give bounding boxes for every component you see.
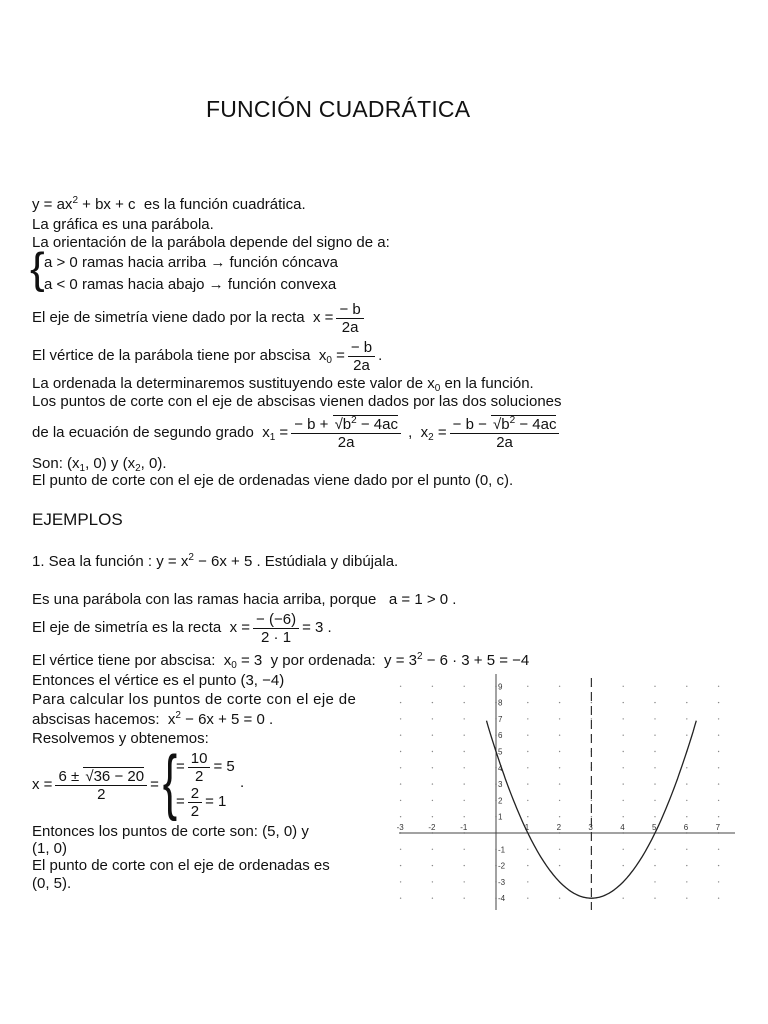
- x-tick-label: 5: [652, 823, 657, 832]
- quadratic-solutions-line: de la ecuación de segundo grado $x_1$ = $\frac{- b + √b^2 - 4ac}{2a}$ , $x_2$ = $\frac{- b - √b^2 - 4ac}{2a}$: [32, 414, 562, 452]
- example-vertex-line: El vértice tiene por abscisa: $x_0 = 3$ y por ordenada: $y = 3^2 - 6 \cdot 3 + 5 = -4$: [32, 651, 530, 671]
- x-tick-label: 6: [683, 823, 689, 832]
- grid-dot: [654, 767, 655, 768]
- grid-dot: [432, 735, 433, 736]
- grid-dot: [623, 816, 624, 817]
- solutions-points-line: Son: ($x_1$, 0) y ($x_2$, 0).: [32, 455, 167, 474]
- grid-dot: [718, 800, 719, 801]
- grid-dot: [559, 767, 560, 768]
- grid-dot: [464, 865, 465, 866]
- y-tick-label: -1: [498, 845, 506, 855]
- grid-dot: [623, 898, 624, 899]
- grid-dot: [527, 816, 528, 817]
- y-tick-label: 2: [498, 796, 503, 806]
- grid-dot: [432, 881, 433, 882]
- orientation-line: La orientación de la parábola depende del signo de a:: [32, 234, 390, 251]
- grid-dot: [686, 767, 687, 768]
- example-1-statement: 1. Sea la función : $y = x^2 - 6x + 5$ . Estúdiala y dibújala.: [32, 552, 399, 570]
- solution-end: .: [240, 774, 245, 791]
- grid-dot: [654, 751, 655, 752]
- grid-dot: [623, 686, 624, 687]
- grid-dot: [527, 767, 528, 768]
- y-tick-label: -3: [498, 877, 506, 887]
- grid-dot: [559, 718, 560, 719]
- grid-dot: [400, 783, 401, 784]
- ordinate-line: La ordenada la determinaremos sustituyendo este valor de $x_0$ en la función.: [32, 375, 534, 394]
- x-tick-label: -2: [428, 823, 436, 832]
- y-tick-label: 7: [498, 714, 503, 724]
- grid-dot: [527, 898, 528, 899]
- grid-dot: [400, 898, 401, 899]
- grid-dot: [654, 865, 655, 866]
- grid-dot: [527, 686, 528, 687]
- page-title: FUNCIÓN CUADRÁTICA: [206, 96, 471, 122]
- grid-dot: [559, 849, 560, 850]
- grid-dot: [432, 849, 433, 850]
- x-tick-label: 4: [620, 823, 625, 832]
- grid-dot: [686, 816, 687, 817]
- grid-dot: [527, 702, 528, 703]
- grid-dot: [432, 702, 433, 703]
- grid-dot: [559, 783, 560, 784]
- grid-dot: [400, 881, 401, 882]
- grid-dot: [527, 800, 528, 801]
- grid-dot: [591, 702, 592, 703]
- x-tick-label: 2: [556, 823, 562, 832]
- y-tick-label: 5: [498, 747, 503, 757]
- grid-dot: [654, 702, 655, 703]
- grid-dot: [559, 686, 560, 687]
- grid-dot: [686, 881, 687, 882]
- grid-dot: [654, 881, 655, 882]
- grid-dot: [654, 735, 655, 736]
- grid-dot: [623, 849, 624, 850]
- grid-dot: [432, 686, 433, 687]
- grid-dot: [464, 783, 465, 784]
- grid-dot: [464, 718, 465, 719]
- grid-dot: [432, 751, 433, 752]
- examples-heading: EJEMPLOS: [32, 510, 123, 529]
- grid-dot: [527, 751, 528, 752]
- example-axis-line: El eje de simetría es la recta x = $\frac{- (-6)}{2 \cdot 1}$ = 3 .: [32, 610, 332, 646]
- grid-dot: [464, 735, 465, 736]
- grid-dot: [623, 751, 624, 752]
- grid-dot: [591, 800, 592, 801]
- ycut-example-line-2: (0, 5).: [32, 875, 72, 892]
- grid-dot: [432, 865, 433, 866]
- grid-dot: [623, 783, 624, 784]
- grid-dot: [527, 783, 528, 784]
- grid-dot: [686, 800, 687, 801]
- grid-dot: [654, 898, 655, 899]
- grid-dot: [686, 702, 687, 703]
- grid-dot: [559, 800, 560, 801]
- grid-dot: [559, 751, 560, 752]
- y-tick-label: 6: [498, 731, 503, 741]
- grid-dot: [559, 898, 560, 899]
- grid-dot: [464, 800, 465, 801]
- grid-dot: [718, 686, 719, 687]
- solve-line: Resolvemos y obtenemos:: [32, 730, 209, 747]
- grid-dot: [432, 718, 433, 719]
- grid-dot: [718, 898, 719, 899]
- grid-dot: [559, 816, 560, 817]
- grid-dot: [718, 816, 719, 817]
- grid-dot: [654, 800, 655, 801]
- calc-line-1: Para calcular los puntos de corte con el eje de: [32, 691, 357, 708]
- axis-symmetry-line: El eje de simetría viene dado por la recta x = $\frac{- b}{2a}$: [32, 300, 367, 336]
- grid-dot: [686, 718, 687, 719]
- grid-dot: [400, 865, 401, 866]
- grid-dot: [527, 865, 528, 866]
- grid-dot: [686, 865, 687, 866]
- grid-dot: [400, 849, 401, 850]
- grid-dot: [400, 767, 401, 768]
- grid-dot: [464, 751, 465, 752]
- grid-dot: [718, 735, 719, 736]
- grid-dot: [718, 718, 719, 719]
- grid-dot: [432, 816, 433, 817]
- y-tick-label: 1: [498, 812, 503, 822]
- grid-dot: [432, 800, 433, 801]
- grid-dot: [623, 800, 624, 801]
- grid-dot: [718, 881, 719, 882]
- x-tick-label: 3: [588, 823, 593, 832]
- x-tick-label: -3: [396, 823, 404, 832]
- grid-dot: [464, 702, 465, 703]
- vertex-point-line: Entonces el vértice es el punto (3, −4): [32, 672, 285, 689]
- grid-dot: [718, 865, 719, 866]
- y-tick-label: 8: [498, 698, 503, 708]
- y-tick-label: -4: [498, 894, 506, 904]
- grid-dot: [559, 735, 560, 736]
- grid-dot: [686, 898, 687, 899]
- grid-dot: [464, 849, 465, 850]
- grid-dot: [686, 849, 687, 850]
- y-tick-label: -2: [498, 861, 506, 871]
- parabola-line: La gráfica es una parábola.: [32, 216, 214, 233]
- grid-dot: [623, 735, 624, 736]
- grid-dot: [527, 718, 528, 719]
- y-tick-label: 9: [498, 682, 503, 692]
- grid-dot: [559, 865, 560, 866]
- case-down: a < 0 ramas hacia abajo → función convexa: [44, 276, 337, 293]
- grid-dot: [591, 816, 592, 817]
- grid-dot: [464, 767, 465, 768]
- grid-dot: [527, 881, 528, 882]
- grid-dot: [400, 816, 401, 817]
- ycut-example-line-1: El punto de corte con el eje de ordenadas es: [32, 857, 330, 874]
- grid-dot: [400, 686, 401, 687]
- solution-formula: x = $\frac{6 \pm √36 - 20}{2}$ =: [32, 767, 159, 803]
- solutions-brace: {: [162, 742, 178, 822]
- grid-dot: [623, 718, 624, 719]
- grid-dot: [591, 718, 592, 719]
- definition-line: [32, 196, 306, 214]
- grid-dot: [654, 686, 655, 687]
- grid-dot: [718, 783, 719, 784]
- y-tick-label: 4: [498, 763, 503, 773]
- grid-dot: [623, 865, 624, 866]
- solution-1: = $\frac{10}{2}$ = 5: [176, 749, 235, 785]
- x-tick-label: -1: [460, 823, 468, 832]
- definition-equation: $y = ax^2$ + bx + c: [32, 195, 136, 213]
- definition-text: es la función cuadrática.: [143, 196, 306, 213]
- grid-dot: [718, 767, 719, 768]
- grid-dot: [654, 718, 655, 719]
- y-tick-label: 3: [498, 780, 503, 790]
- grid-dot: [623, 702, 624, 703]
- solution-2: = $\frac{2}{2}$ = 1: [176, 784, 227, 820]
- cuts-line-2: (1, 0): [32, 840, 68, 857]
- grid-dot: [654, 816, 655, 817]
- grid-dot: [718, 849, 719, 850]
- branches-line: Es una parábola con las ramas hacia arriba, porque a = 1 > 0 .: [32, 591, 457, 608]
- vertex-line: El vértice de la parábola tiene por abscisa $x_0$ = $\frac{- b}{2a}$ .: [32, 338, 383, 374]
- cut-points-line: Los puntos de corte con el eje de abscisas vienen dados por las dos soluciones: [32, 393, 562, 410]
- grid-dot: [686, 783, 687, 784]
- y-cut-line: El punto de corte con el eje de ordenadas viene dado por el punto (0, c).: [32, 472, 514, 489]
- parabola-graph: [395, 670, 740, 915]
- grid-dot: [400, 702, 401, 703]
- grid-dot: [686, 686, 687, 687]
- case-up: a > 0 ramas hacia arriba → función cóncava: [44, 254, 338, 271]
- grid-dot: [527, 849, 528, 850]
- grid-dot: [527, 735, 528, 736]
- x-tick-label: 1: [524, 823, 530, 832]
- calc-line-2: abscisas hacemos: $x^2 - 6x + 5 = 0$ .: [32, 710, 274, 728]
- grid-dot: [432, 767, 433, 768]
- grid-dot: [623, 767, 624, 768]
- grid-dot: [400, 751, 401, 752]
- grid-dot: [718, 751, 719, 752]
- grid-dot: [432, 898, 433, 899]
- grid-dot: [559, 702, 560, 703]
- cases-brace: {: [30, 244, 45, 293]
- grid-dot: [718, 702, 719, 703]
- grid-dot: [464, 898, 465, 899]
- grid-dot: [654, 783, 655, 784]
- grid-dot: [400, 800, 401, 801]
- grid-dot: [432, 783, 433, 784]
- grid-dot: [654, 849, 655, 850]
- grid-dot: [464, 881, 465, 882]
- cuts-line-1: Entonces los puntos de corte son: (5, 0) y: [32, 823, 309, 840]
- x-tick-label: 7: [715, 823, 721, 832]
- grid-dot: [686, 735, 687, 736]
- grid-dot: [400, 718, 401, 719]
- grid-dot: [464, 686, 465, 687]
- grid-dot: [400, 735, 401, 736]
- grid-dot: [464, 816, 465, 817]
